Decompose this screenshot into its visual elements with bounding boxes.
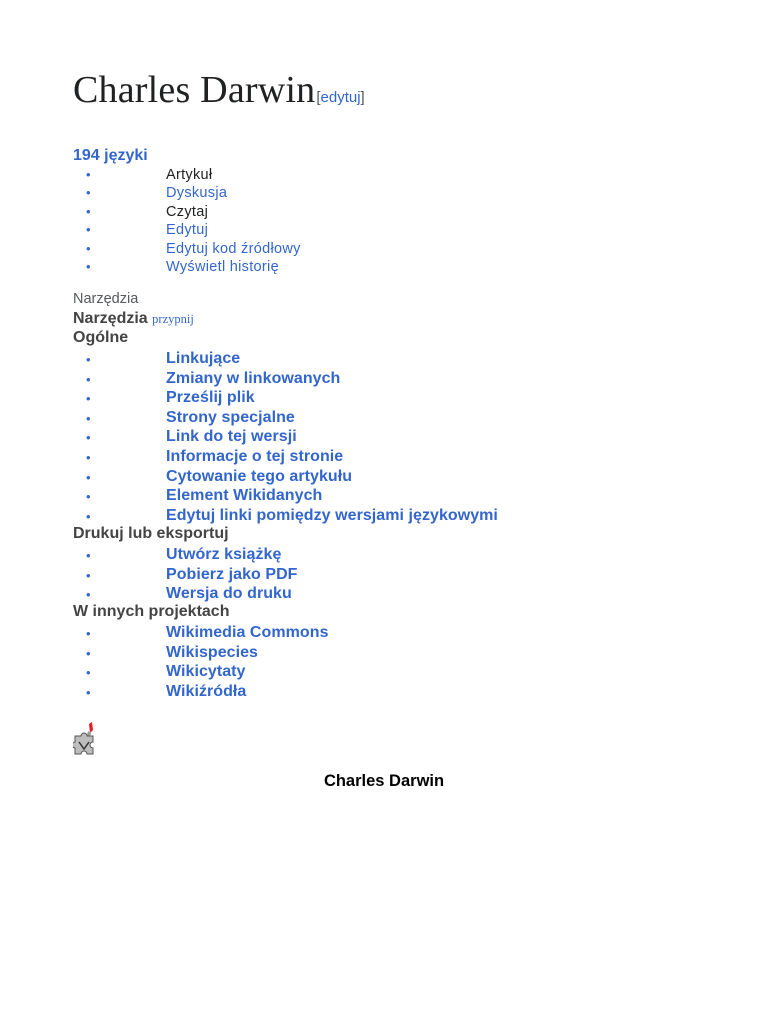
- bullet: •: [86, 665, 91, 681]
- tool-printable-version[interactable]: Wersja do druku: [166, 585, 292, 603]
- puzzle-svg: [73, 722, 97, 756]
- tool-special-pages[interactable]: Strony specjalne: [166, 408, 295, 426]
- pin-link[interactable]: przypnij: [152, 312, 194, 326]
- puzzle-piece-shape: [73, 733, 93, 754]
- tab-talk[interactable]: Dyskusja: [166, 185, 228, 202]
- tool-wikidata-item[interactable]: Element Wikidanych: [166, 487, 323, 505]
- tools-print-list: [73, 545, 298, 604]
- tool-permanent-link[interactable]: Link do tej wersji: [166, 428, 297, 446]
- bullet: •: [86, 587, 91, 603]
- bullet: •: [86, 222, 91, 238]
- tools-heading: [73, 310, 194, 328]
- bullet: •: [86, 469, 91, 485]
- bullet: •: [86, 508, 91, 524]
- bullet: •: [86, 548, 91, 563]
- bullet: •: [86, 391, 91, 407]
- bullet: •: [86, 352, 91, 367]
- list-item: [73, 427, 498, 447]
- view-tab-edit-source: [73, 240, 301, 258]
- tab-article[interactable]: Artykuł: [166, 167, 213, 183]
- view-tab-read: [73, 203, 301, 221]
- view-tab-article: [73, 166, 301, 184]
- project-wikispecies[interactable]: Wikispecies: [166, 643, 259, 661]
- tool-create-book[interactable]: Utwórz książkę: [166, 546, 282, 563]
- bullet: •: [86, 240, 91, 256]
- list-item: [73, 447, 498, 467]
- infobox-title: Charles Darwin: [323, 772, 445, 790]
- list-item: [73, 623, 329, 643]
- bullet: •: [86, 203, 91, 219]
- bullet: •: [86, 430, 91, 446]
- bullet: •: [86, 410, 91, 426]
- tool-edit-interlanguage-links[interactable]: Edytuj linki pomiędzy wersjami językowymi: [166, 506, 498, 524]
- list-item: [73, 682, 329, 702]
- tab-read[interactable]: Czytaj: [166, 203, 209, 220]
- red-pin-shape: [89, 722, 93, 733]
- bullet: •: [86, 567, 91, 583]
- list-item: [73, 408, 498, 428]
- bullet: •: [86, 258, 91, 274]
- tool-upload-file[interactable]: Prześlij plik: [166, 389, 255, 407]
- list-item: [73, 584, 298, 604]
- view-tab-history: [73, 258, 301, 276]
- tab-edit[interactable]: Edytuj: [166, 222, 209, 239]
- list-item: [73, 467, 498, 487]
- view-tab-talk: [73, 184, 301, 202]
- view-tab-edit: [73, 221, 301, 239]
- bullet: •: [86, 645, 91, 661]
- tools-general-list: [73, 349, 498, 525]
- list-item: [73, 565, 298, 585]
- bullet: •: [86, 185, 91, 201]
- tab-edit-source[interactable]: Edytuj kod źródłowy: [166, 240, 301, 257]
- list-item: [73, 486, 498, 506]
- tools-projects-list: [73, 623, 329, 701]
- section-heading-print-export: Drukuj lub eksportuj: [73, 525, 229, 542]
- section-heading-general: Ogólne: [73, 329, 129, 346]
- page-views-list: [73, 166, 301, 276]
- title-row: [73, 68, 365, 112]
- bullet: •: [86, 449, 91, 465]
- tool-cite-page[interactable]: Cytowanie tego artykułu: [166, 467, 353, 485]
- list-item: [73, 349, 498, 369]
- bullet: •: [86, 167, 91, 182]
- project-wikisource[interactable]: Wikiźródła: [166, 682, 247, 700]
- section-heading-other-projects: W innych projektach: [73, 603, 230, 620]
- tools-toggle-label[interactable]: Narzędzia: [73, 291, 139, 307]
- list-item: [73, 643, 329, 663]
- bullet: •: [86, 626, 91, 641]
- tool-page-info[interactable]: Informacje o tej stronie: [166, 447, 344, 465]
- bullet: •: [86, 684, 91, 700]
- page: [73, 0, 753, 1024]
- tool-related-changes[interactable]: Zmiany w linkowanych: [166, 369, 341, 387]
- list-item: [73, 545, 298, 565]
- list-item: [73, 369, 498, 389]
- bullet: •: [86, 489, 91, 505]
- list-item: [73, 506, 498, 526]
- page-title: Charles Darwin: [73, 69, 316, 111]
- tools-heading-label: Narzędzia: [73, 310, 148, 327]
- tab-history[interactable]: Wyświetl historię: [166, 258, 279, 275]
- tool-download-pdf[interactable]: Pobierz jako PDF: [166, 565, 298, 583]
- languages-link[interactable]: 194 języki: [73, 147, 148, 164]
- edit-section: [edytuj]: [316, 89, 365, 106]
- tool-what-links-here[interactable]: Linkujące: [166, 350, 241, 367]
- list-item: [73, 388, 498, 408]
- project-wikimedia-commons[interactable]: Wikimedia Commons: [166, 624, 329, 641]
- edit-link[interactable]: edytuj: [320, 89, 361, 106]
- list-item: [73, 662, 329, 682]
- bullet: •: [86, 371, 91, 387]
- project-wikiquote[interactable]: Wikicytaty: [166, 663, 246, 681]
- wikiproject-puzzle-icon[interactable]: [73, 722, 97, 756]
